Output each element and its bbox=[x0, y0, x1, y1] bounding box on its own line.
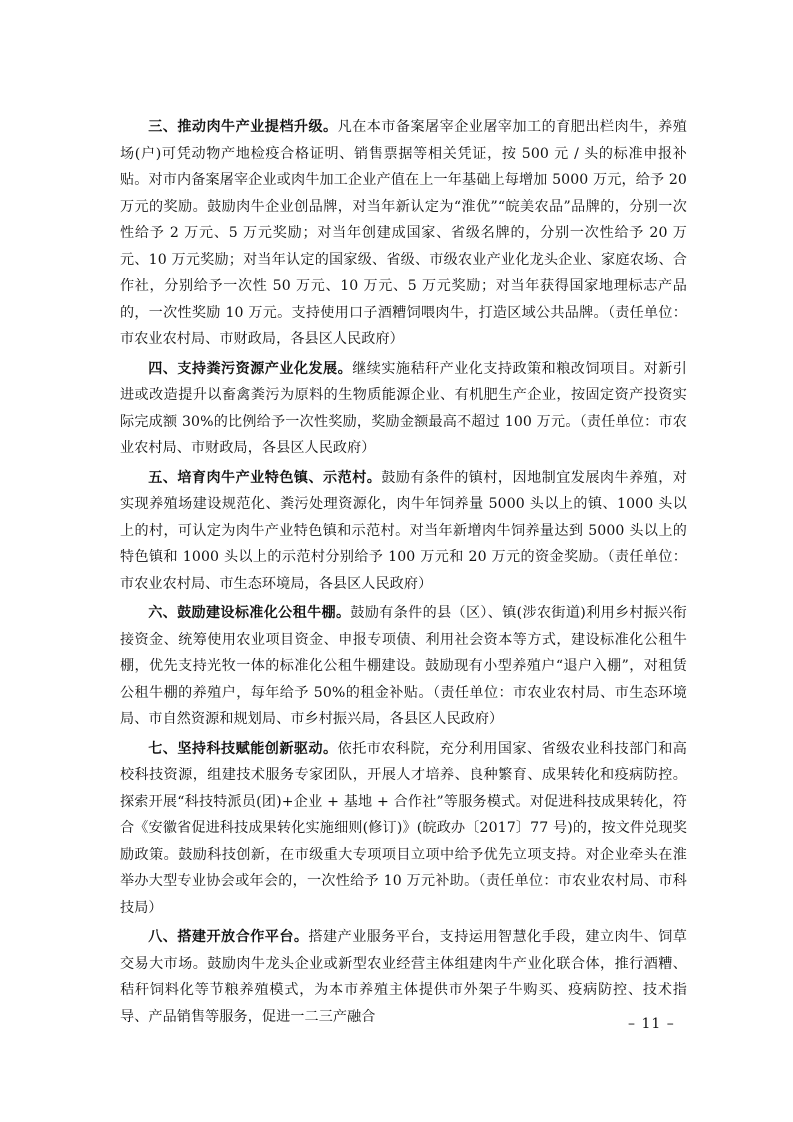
document-body bbox=[120, 114, 687, 1033]
paragraph-text: 鼓励有条件的镇村，因地制宜发展肉牛养殖，对实现养殖场建设规范化、粪污处理资源化，肉牛年饲养量 5000 头以上的镇、1000 头以上的村，可认定为肉牛产业特色镇和示范村。对当年新增肉牛饲养量达到 5000 头以上的特色镇和 1000 头以上的示范村分别给予 100 万元和 20 万元的资金奖励。（责任单位：市农业农村局、市生态环境局，各县区人民政府） bbox=[120, 469, 687, 592]
paragraph-text: 继续实施秸秆产业化支持政策和粮改饲项目。对新引进或改造提升以畜禽粪污为原料的生物质能源企业、有机肥生产企业，按固定资产投资实际完成额 30%的比例给予一次性奖励，奖励金额最高不超过 100 万元。（责任单位：市农业农村局、市财政局，各县区人民政府） bbox=[120, 360, 687, 456]
paragraph-3 bbox=[120, 114, 687, 353]
section-heading: 三、推动肉牛产业提档升级。 bbox=[148, 119, 338, 135]
section-heading: 七、坚持科技赋能创新驱动。 bbox=[148, 740, 338, 757]
section-heading: 六、鼓励建设标准化公租牛棚。 bbox=[148, 605, 351, 621]
section-heading: 四、支持粪污资源产业化发展。 bbox=[148, 360, 353, 377]
section-heading: 八、搭建开放合作平台。 bbox=[148, 929, 309, 945]
paragraph-5 bbox=[120, 465, 687, 598]
section-heading: 五、培育肉牛产业特色镇、示范村。 bbox=[148, 469, 382, 486]
page-number: – 11 – bbox=[628, 1016, 675, 1032]
paragraph-4 bbox=[120, 356, 687, 462]
paragraph-text: 搭建产业服务平台，支持运用智慧化手段，建立肉牛、饲草交易大市场。鼓励肉牛龙头企业或新型农业经营主体组建肉牛产业化联合体，推行酒糟、秸秆饲料化等节粮养殖模式，为本市养殖主体提供市外架子牛购买、疫病防控、技术指导、产品销售等服务，促进一二三产融合 bbox=[120, 929, 687, 1025]
paragraph-text: 依托市农科院，充分利用国家、省级农业科技部门和高校科技资源，组建技术服务专家团队，开展人才培养、良种繁育、成果转化和疫病防控。探索开展“科技特派员(团)+企业 + 基地 + 合作社”等服务模式。对促进科技成果转化，符合《安徽省促进科技成果转化实施细则(修订)》(皖政办〔2017〕77 号)的，按文件兑现奖励政策。鼓励科技创新，在市级重大专项项目立项中给予优先立项支持。对企业牵头在淮举办大型专业协会或年会的，一次性给予 10 万元补助。（责任单位：市农业农村局、市科技局） bbox=[120, 740, 687, 916]
paragraph-8 bbox=[120, 924, 687, 1030]
paragraph-text: 凡在本市备案屠宰企业屠宰加工的育肥出栏肉牛，养殖场(户)可凭动物产地检疫合格证明、销售票据等相关凭证，按 500 元 / 头的标准申报补贴。对市内备案屠宰企业或肉牛加工企业产值在上一年基础上每增加 5000 万元，给予 20 万元的奖励。鼓励肉牛企业创品牌，对当年新认定为“淮优”“皖美农品”品牌的，分别一次性给予 2 万元、5 万元奖励；对当年创建成国家、省级名牌的，分别一次性给予 20 万元、10 万元奖励；对当年认定的国家级、省级、市级农业产业化龙头企业、家庭农场、合作社，分别给予一次性 50 万元、10 万元、5 万元奖励；对当年获得国家地理标志产品的，一次性奖励 10 万元。支持使用口子酒糟饲喂肉牛，打造区域公共品牌。（责任单位：市农业农村局、市财政局，各县区人民政府） bbox=[120, 119, 687, 347]
paragraph-text: 鼓励有条件的县（区）、镇(涉农街道)利用乡村振兴衔接资金、统筹使用农业项目资金、申报专项债、利用社会资本等方式，建设标准化公租牛棚，优先支持光牧一体的标准化公租牛棚建设。鼓励现有小型养殖户“退户入棚”，对租赁公租牛棚的养殖户，每年给予 50%的租金补贴。（责任单位：市农业农村局、市生态环境局、市自然资源和规划局、市乡村振兴局，各县区人民政府） bbox=[120, 605, 687, 727]
paragraph-7 bbox=[120, 736, 687, 922]
paragraph-6 bbox=[120, 600, 687, 733]
